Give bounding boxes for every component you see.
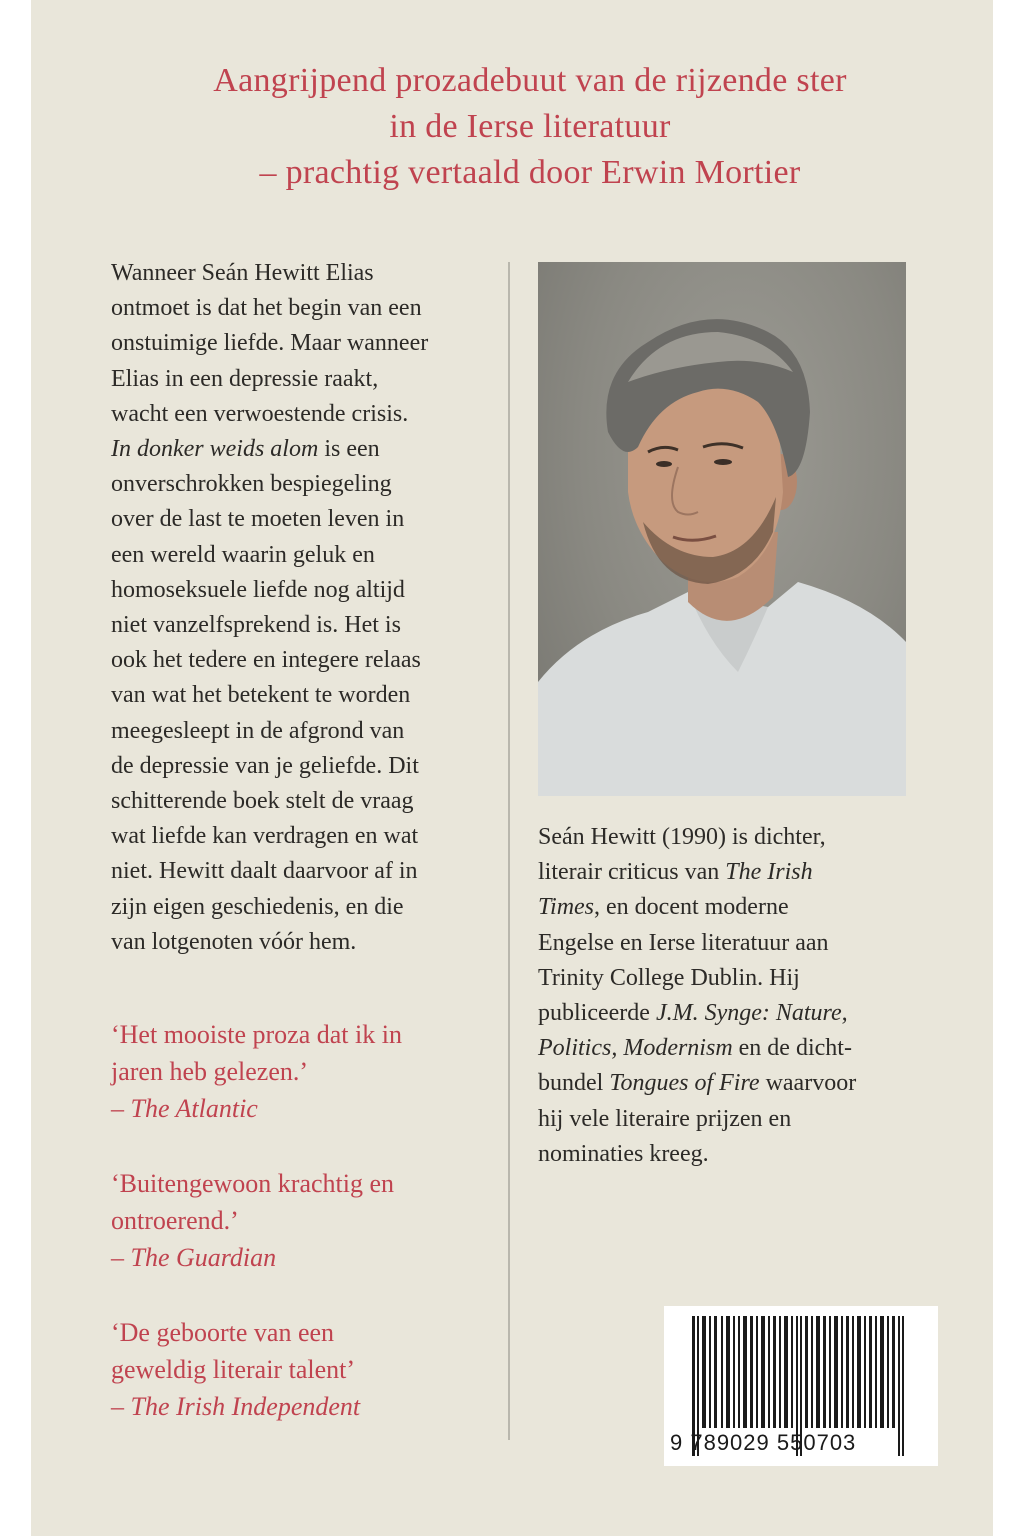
blurb-line: van lotgenoten vóór hem.: [111, 928, 357, 955]
portrait-illustration: [538, 262, 906, 796]
bio-line: Seán Hewitt (1990) is dichter,: [538, 824, 826, 850]
book-title: In donker weids alom: [111, 436, 319, 463]
bio-line: literair criticus van The Irish: [538, 859, 813, 886]
tagline: [100, 58, 960, 196]
quote-line: jaren heb gelezen.’: [111, 1057, 309, 1086]
review-quotes: [111, 1016, 511, 1463]
author-photo: [538, 262, 906, 796]
isbn-barcode: [664, 1306, 938, 1466]
blurb-line: over de last te moeten leven in: [111, 506, 405, 533]
blurb-line: een wereld waarin geluk en: [111, 541, 375, 568]
bio-line: Times, en docent moderne: [538, 894, 789, 921]
quote-line: ‘De geboorte van een: [111, 1318, 335, 1347]
book-back-cover: [31, 0, 993, 1536]
blurb-line: niet vanzelfsprekend is. Het is: [111, 612, 401, 639]
quote-line: ‘Buitengewoon krachtig en: [111, 1169, 395, 1198]
blurb-line: onstuimige liefde. Maar wanneer: [111, 330, 429, 357]
quote-source: – The Atlantic: [111, 1094, 258, 1123]
quote-line: ‘Het mooiste proza dat ik in: [111, 1020, 402, 1049]
isbn-digits: 9 789029 550703: [670, 1430, 857, 1455]
blurb-line: Elias in een depressie raakt,: [111, 365, 379, 392]
blurb-line: van wat het betekent te worden: [111, 682, 411, 709]
tagline-line: in de Ierse literatuur: [389, 108, 671, 145]
tagline-line: – prachtig vertaald door Erwin Mortier: [259, 154, 801, 191]
tagline-line: Aangrijpend prozadebuut van de rijzende ster: [213, 62, 847, 99]
bio-line: Politics, Modernism en de dicht-: [538, 1035, 852, 1062]
quote-source: – The Irish Independent: [111, 1392, 361, 1421]
bio-line: nominaties kreeg.: [538, 1140, 709, 1167]
blurb-line: de depressie van je geliefde. Dit: [111, 752, 419, 779]
bio-line: Trinity College Dublin. Hij: [538, 964, 800, 991]
blurb-line: ontmoet is dat het begin van een: [111, 295, 422, 322]
blurb-line: In donker weids alom is een: [111, 436, 380, 463]
blurb-line: schitterende boek stelt de vraag: [111, 788, 414, 815]
blurb-line: wat liefde kan verdragen en wat: [111, 823, 419, 850]
review-quote-guardian: [111, 1165, 511, 1276]
review-quote-atlantic: [111, 1016, 511, 1127]
bio-line: hij vele literaire prijzen en: [538, 1105, 792, 1132]
quote-line: ontroerend.’: [111, 1206, 239, 1235]
blurb-line: homoseksuele liefde nog altijd: [111, 576, 405, 603]
bio-line: publiceerde J.M. Synge: Nature,: [538, 1000, 848, 1027]
blurb-text: [111, 256, 491, 960]
author-bio: [538, 820, 908, 1172]
blurb-line: niet. Hewitt daalt daarvoor af in: [111, 858, 418, 885]
quote-line: geweldig literair talent’: [111, 1355, 356, 1384]
blurb-line: meegesleept in de afgrond van: [111, 717, 405, 744]
blurb-line: Wanneer Seán Hewitt Elias: [111, 260, 374, 286]
review-quote-irish-independent: [111, 1314, 511, 1425]
blurb-line: wacht een verwoestende crisis.: [111, 400, 409, 427]
blurb-line: onverschrokken bespiegeling: [111, 471, 392, 498]
blurb-line: zijn eigen geschiedenis, en die: [111, 893, 404, 920]
blurb-line: ook het tedere en integere relaas: [111, 647, 421, 674]
quote-source: – The Guardian: [111, 1243, 277, 1272]
bio-line: bundel Tongues of Fire waarvoor: [538, 1070, 857, 1097]
bio-line: Engelse en Ierse literatuur aan: [538, 929, 829, 956]
